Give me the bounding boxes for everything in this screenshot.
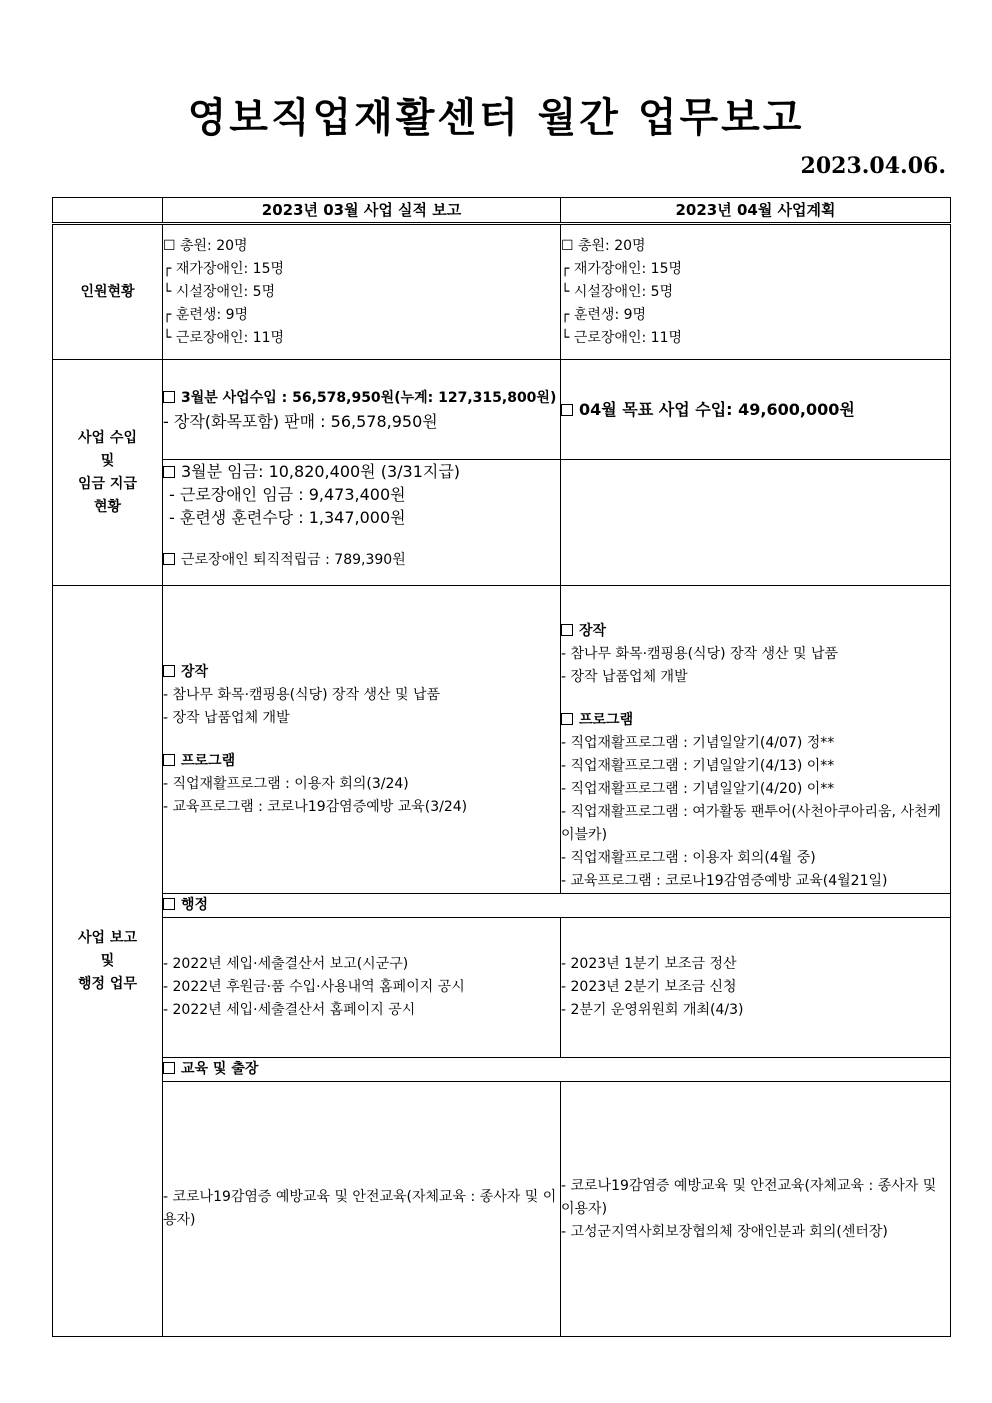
checkbox-icon — [561, 404, 573, 416]
edu-report-cell — [163, 1082, 561, 1337]
header-plan: 2023년 04월 사업계획 — [561, 198, 951, 224]
admin-plan-item: - 2분기 운영위원회 개최(4/3) — [561, 1002, 744, 1018]
work-row — [53, 586, 951, 894]
wage-trainee: - 훈련생 훈련수당 : 1,347,000원 — [169, 508, 406, 527]
income-label-1: 사업 수입 — [78, 429, 137, 446]
admin-report-item: - 2022년 세입·세출결산서 홈페이지 공시 — [163, 1002, 416, 1018]
staff-plan-trainee: ┌ 훈련생: 9명 — [561, 306, 647, 323]
checkbox-icon — [163, 391, 175, 403]
revenue-plan-target: 04월 목표 사업 수입: 49,600,000원 — [579, 400, 855, 419]
income-label-3: 임금 지급 — [78, 475, 137, 492]
admin-plan-item: - 2023년 2분기 보조금 신청 — [561, 979, 737, 995]
admin-plan-item: - 2023년 1분기 보조금 정산 — [561, 956, 737, 972]
staff-report-home: ┌ 재가장애인: 15명 — [163, 260, 285, 277]
revenue-report-total: 3월분 사업수입 : 56,578,950원(누계: 127,315,800원) — [181, 389, 557, 406]
checkbox-icon — [163, 553, 175, 565]
document-title: 영보직업재활센터 월간 업무보고 — [187, 95, 805, 141]
checkbox-icon — [163, 898, 175, 910]
work-label-1: 사업 보고 — [78, 929, 137, 946]
report-firewood-item: - 장작 납품업체 개발 — [163, 709, 290, 726]
staff-report-total: ☐ 총원: 20명 — [163, 237, 248, 254]
checkbox-icon — [561, 713, 573, 725]
edu-title: 교육 및 출장 — [181, 1061, 259, 1077]
wage-row — [53, 460, 951, 586]
header-report: 2023년 03월 사업 실적 보고 — [163, 198, 561, 224]
admin-plan-cell — [561, 918, 951, 1058]
plan-program-item: - 직업재활프로그램 : 기념일알기(4/20) 이** — [561, 781, 835, 797]
income-label-4: 현황 — [93, 498, 122, 515]
edu-title-row — [53, 1058, 951, 1082]
staff-report-cell — [163, 224, 561, 360]
staff-plan-cell — [561, 224, 951, 360]
staff-label: 인원현황 — [53, 224, 163, 360]
wage-report-cell — [163, 460, 561, 586]
plan-firewood-item: - 참나무 화목·캠핑용(식당) 장작 생산 및 납품 — [561, 646, 839, 662]
revenue-report-firewood: - 장작(화목포함) 판매 : 56,578,950원 — [163, 411, 438, 431]
income-label — [53, 360, 163, 586]
staff-report-worker: └ 근로장애인: 11명 — [163, 329, 285, 346]
report-program-item: - 직업재활프로그램 : 이용자 회의(3/24) — [163, 775, 409, 792]
edu-plan-item: - 고성군지역사회보장협의체 장애인분과 회의(센터장) — [561, 1223, 888, 1240]
header-empty-cell — [53, 198, 163, 224]
income-label-2: 및 — [100, 452, 115, 469]
report-program-title: 프로그램 — [181, 752, 236, 769]
edu-title-cell — [163, 1058, 951, 1082]
admin-title-cell — [163, 894, 951, 918]
staff-plan-worker: └ 근로장애인: 11명 — [561, 329, 683, 346]
revenue-report-cell — [163, 360, 561, 460]
edu-row — [53, 1082, 951, 1337]
report-firewood-title: 장작 — [181, 663, 209, 680]
plan-program-item: - 직업재활프로그램 : 이용자 회의(4월 중) — [561, 850, 816, 866]
revenue-plan-cell — [561, 360, 951, 460]
admin-report-item: - 2022년 세입·세출결산서 보고(시군구) — [163, 956, 409, 972]
revenue-row — [53, 360, 951, 460]
work-report-cell — [163, 586, 561, 894]
edu-plan-item: - 코로나19감염증 예방교육 및 안전교육(자체교육 : 종사자 및 이용자) — [561, 1177, 941, 1217]
admin-title-row — [53, 894, 951, 918]
edu-plan-cell — [561, 1082, 951, 1337]
staff-report-trainee: ┌ 훈련생: 9명 — [163, 306, 249, 323]
header-row — [53, 198, 951, 224]
admin-row — [53, 918, 951, 1058]
work-label-3: 행정 업무 — [78, 975, 137, 992]
wage-retirement: 근로장애인 퇴직적립금 : 789,390원 — [181, 552, 406, 568]
work-label — [53, 586, 163, 1337]
checkbox-icon — [163, 665, 175, 677]
checkbox-icon — [163, 754, 175, 766]
edu-report-item: - 코로나19감염증 예방교육 및 안전교육(자체교육 : 종사자 및 이용자) — [163, 1189, 557, 1228]
staff-row — [53, 224, 951, 360]
plan-program-item: - 직업재활프로그램 : 기념일알기(4/07) 정** — [561, 735, 835, 751]
report-date: 2023.04.06. — [800, 153, 946, 179]
plan-firewood-title: 장작 — [579, 623, 607, 639]
work-plan-cell — [561, 586, 951, 894]
staff-plan-facility: └ 시설장애인: 5명 — [561, 283, 674, 300]
report-firewood-item: - 참나무 화목·캠핑용(식당) 장작 생산 및 납품 — [163, 686, 441, 703]
plan-program-item: - 직업재활프로그램 : 기념일알기(4/13) 이** — [561, 758, 835, 774]
plan-firewood-item: - 장작 납품업체 개발 — [561, 669, 688, 685]
wage-plan-cell — [561, 460, 951, 586]
work-label-2: 및 — [100, 952, 115, 969]
checkbox-icon — [163, 466, 175, 478]
staff-plan-total: ☐ 총원: 20명 — [561, 237, 646, 254]
admin-title: 행정 — [181, 897, 209, 913]
staff-plan-home: ┌ 재가장애인: 15명 — [561, 260, 683, 277]
report-program-item: - 교육프로그램 : 코로나19감염증예방 교육(3/24) — [163, 798, 468, 815]
report-table — [52, 197, 951, 1337]
checkbox-icon — [163, 1062, 175, 1074]
admin-report-item: - 2022년 후원금·품 수입·사용내역 홈페이지 공시 — [163, 979, 465, 995]
admin-report-cell — [163, 918, 561, 1058]
wage-worker: - 근로장애인 임금 : 9,473,400원 — [169, 485, 406, 504]
wage-total: 3월분 임금: 10,820,400원 (3/31지급) — [181, 462, 461, 481]
staff-report-facility: └ 시설장애인: 5명 — [163, 283, 276, 300]
plan-program-title: 프로그램 — [579, 712, 634, 728]
plan-program-item: - 교육프로그램 : 코로나19감염증예방 교육(4월21일) — [561, 873, 888, 889]
checkbox-icon — [561, 624, 573, 636]
plan-program-item: - 직업재활프로그램 : 여가활동 팬투어(사천아쿠아리움, 사천케이블카) — [561, 804, 942, 843]
